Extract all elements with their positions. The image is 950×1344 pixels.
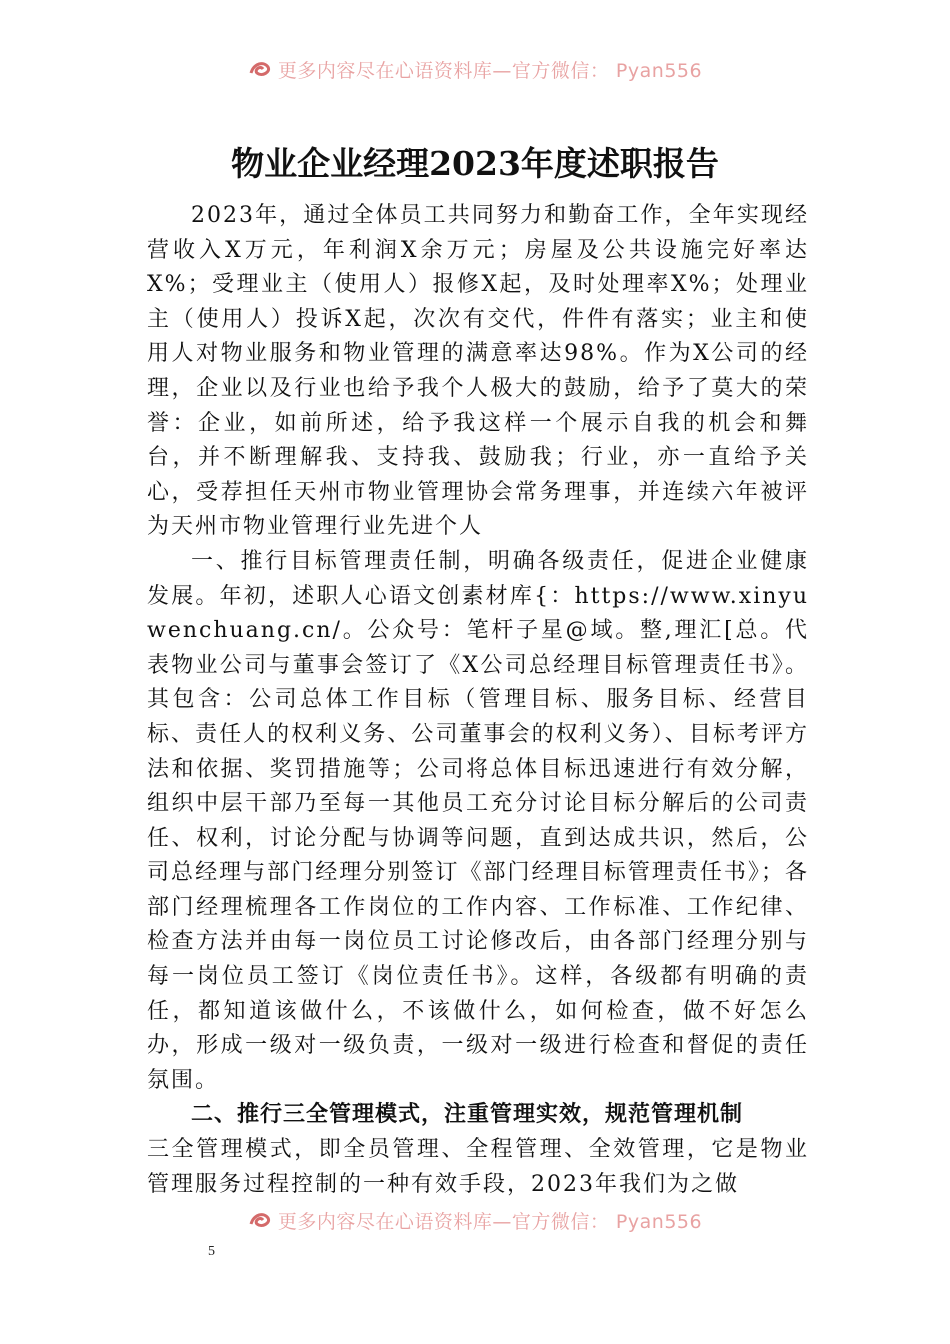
watermark-top bbox=[0, 56, 950, 84]
swirl-logo-icon bbox=[248, 1210, 274, 1235]
section-heading-2: 二、推行三全管理模式，注重管理实效，规范管理机制 bbox=[191, 1102, 744, 1128]
watermark-bottom bbox=[0, 1207, 950, 1235]
watermark-text: 更多内容尽在心语资料库—官方微信： Pyan556 bbox=[277, 60, 703, 82]
watermark-text: 更多内容尽在心语资料库—官方微信： Pyan556 bbox=[277, 1211, 703, 1233]
document-title: 物业企业经理2023年度述职报告 bbox=[231, 144, 719, 183]
paragraph-1: 2023年，通过全体员工共同努力和勤奋工作，全年实现经营收入X万元，年利润X余万元；房屋及公共设施完好率达X%；受理业主（使用人）报修X起，及时处理率X%；处理业主（使用人）投诉X起，次次有交代，件件有落实；业主和使用人对物业服务和物业管理的满意率达98%。作为X公司的经理，企业以及行业也给予我个人极大的鼓励，给予了莫大的荣誉：企业，如前所述，给予我这样一个展示自我的机会和舞台，并不断理解我、支持我、鼓励我；行业，亦一直给予关心，受荐担任天州市物业管理协会常务理事，并连续六年被评为天州市物业管理行业先进个人 bbox=[147, 203, 809, 540]
document-body bbox=[147, 199, 809, 1202]
swirl-logo-icon bbox=[248, 59, 274, 84]
page-number: 5 bbox=[208, 1244, 215, 1259]
paragraph-2: 一、推行目标管理责任制，明确各级责任，促进企业健康发展。年初，述职人心语文创素材库{：https://www.xinyuwenchuang.cn/。公众号：笔杆子星@域。整,理汇[总。代表物业公司与董事会签订了《X公司总经理目标管理责任书》。其包含：公司总体工作目标（管理目标、服务目标、经营目标、责任人的权利义务、公司董事会的权利义务）、目标考评方法和依据、奖罚措施等；公司将总体目标迅速进行有效分解，组织中层干部乃至每一其他员工充分讨论目标分解后的公司责任、权利，讨论分配与协调等问题，直到达成共识，然后，公司总经理与部门经理分别签订《部门经理目标管理责任书》；各部门经理梳理各工作岗位的工作内容、工作标准、工作纪律、检查方法并由每一岗位员工讨论修改后，由各部门经理分别与每一岗位员工签订《岗位责任书》。这样，各级都有明确的责任，都知道该做什么，不该做什么，如何检查，做不好怎么办，形成一级对一级负责，一级对一级进行检查和督促的责任氛围。 bbox=[147, 548, 809, 1093]
paragraph-3: 三全管理模式，即全员管理、全程管理、全效管理，它是物业管理服务过程控制的一种有效手段，2023年我们为之做 bbox=[147, 1137, 809, 1197]
